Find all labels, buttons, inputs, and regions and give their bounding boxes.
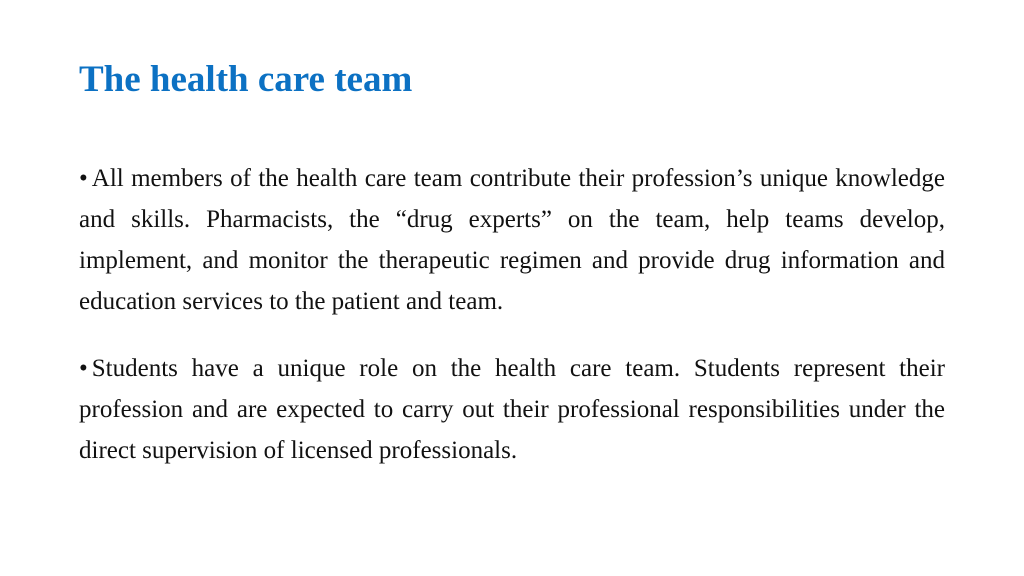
bullet-list xyxy=(79,158,945,471)
bullet-text: Students have a unique role on the health care team. Students represent their profession and are expected to carry out their professional responsibilities under the direct supervision of licensed professionals. xyxy=(79,355,945,464)
bullet-dot-icon: • xyxy=(79,355,88,382)
bullet-item xyxy=(79,158,945,322)
bullet-item xyxy=(79,348,945,471)
bullet-text: All members of the health care team contribute their profession’s unique knowledge and skills. Pharmacists, the “drug experts” on the team, help teams develop, implement, and monitor the therapeutic regimen and provide drug information and education services to the patient and team. xyxy=(79,165,945,315)
bullet-dot-icon: • xyxy=(79,165,88,192)
slide-title: The health care team xyxy=(79,59,413,100)
